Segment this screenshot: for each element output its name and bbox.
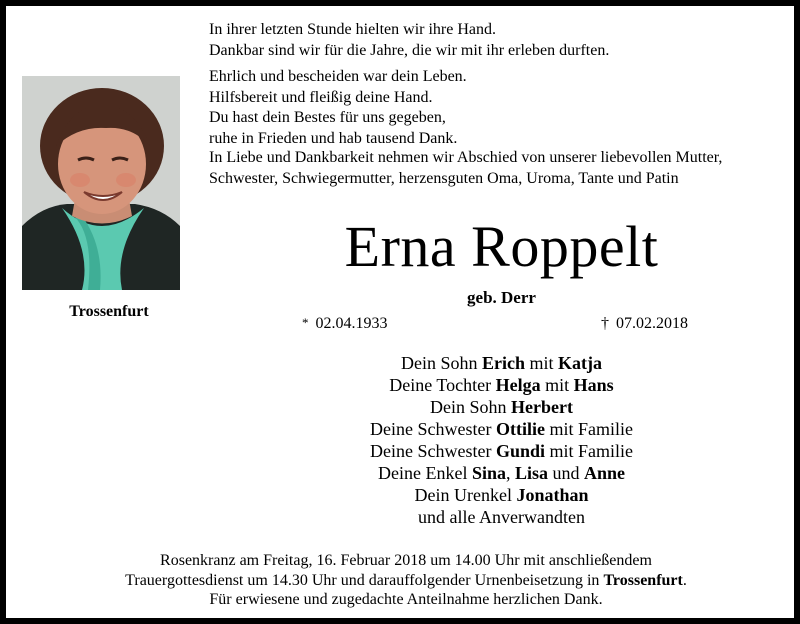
verse-line: In ihrer letzten Stunde hielten wir ihre Hand. [209, 21, 497, 38]
service-line: Rosenkranz am Freitag, 16. Februar 2018 um 14.00 Uhr mit anschließendem [160, 552, 652, 569]
farewell-line: Schwester, Schwiegermutter, herzensguten Oma, Uroma, Tante und Patin [209, 169, 679, 187]
mourner-line [209, 506, 794, 528]
maiden-name: geb. Derr [467, 288, 536, 307]
deceased-name: Erna Roppelt [344, 214, 659, 279]
mourner-text: Dein Sohn [400, 353, 482, 373]
mourner-line [209, 440, 794, 462]
mourner-name: Herbert [511, 397, 573, 417]
mourner-name: Sina [471, 463, 506, 483]
mourner-line [209, 484, 794, 506]
death-date-line [601, 315, 688, 333]
mourner-text: Dein Sohn [430, 397, 512, 417]
service-text: Trauergottesdienst um 14.30 Uhr und darauffolgender Urnenbeisetzung in [125, 571, 604, 589]
service-text: . [682, 571, 687, 589]
mourner-name: Gundi [495, 441, 545, 461]
service-line [46, 571, 766, 591]
mourner-name: Erich [481, 353, 525, 373]
mourner-name: Hans [573, 375, 614, 395]
verse-stanza-2 [209, 67, 794, 149]
mourners-list [209, 352, 794, 528]
mourner-text: und [548, 463, 584, 483]
mourner-line [209, 352, 794, 374]
mourner-text: Dein Urenkel [414, 485, 517, 505]
farewell-line: In Liebe und Dankbarkeit nehmen wir Abschied von unserer liebevollen Mutter, [209, 149, 723, 166]
cross-icon: † [601, 315, 609, 332]
mourner-name: Ottilie [495, 419, 545, 439]
mourner-name: Helga [495, 375, 541, 395]
verse-line: Du hast dein Bestes für uns gegeben, [209, 109, 446, 126]
mourner-line [209, 374, 794, 396]
mourner-text: Deine Schwester [369, 441, 496, 461]
star-icon: * [302, 315, 309, 330]
place-label: Trossenfurt [69, 303, 149, 320]
verse-stanza-1 [209, 20, 794, 61]
mourner-text: Deine Tochter [389, 375, 496, 395]
birth-date: 02.04.1933 [315, 315, 388, 332]
mourner-text: mit Familie [544, 419, 633, 439]
service-info [46, 551, 766, 610]
mourner-line [209, 462, 794, 484]
mourner-text: Deine Schwester [370, 419, 496, 439]
verse-line: Hilfsbereit und fleißig deine Hand. [209, 88, 433, 106]
mourner-text: mit [540, 375, 574, 395]
birth-date-line [302, 315, 388, 333]
mourner-text: und alle Anverwandten [418, 507, 585, 527]
mourner-text: Deine Enkel [377, 463, 472, 483]
thanks-line: Für erwiesene und zugedachte Anteilnahme herzlichen Dank. [209, 591, 603, 608]
burial-place: Trossenfurt [603, 571, 683, 589]
portrait-photo [22, 76, 180, 290]
mourner-line [209, 396, 794, 418]
verse-line: ruhe in Frieden und hab tausend Dank. [209, 129, 458, 147]
mourner-text: , [505, 463, 515, 483]
verse-line: Dankbar sind wir für die Jahre, die wir mit ihr erleben durften. [209, 41, 610, 59]
mourner-line [209, 418, 794, 440]
death-date: 07.02.2018 [616, 315, 688, 332]
mourner-name: Anne [584, 463, 626, 483]
verse-line: Ehrlich und bescheiden war dein Leben. [209, 68, 467, 85]
mourner-name: Lisa [514, 463, 548, 483]
mourner-text: mit Familie [545, 441, 633, 461]
mourner-text: mit [524, 353, 558, 373]
mourner-name: Katja [558, 353, 602, 373]
mourner-name: Jonathan [516, 485, 589, 505]
farewell-text [209, 148, 794, 189]
